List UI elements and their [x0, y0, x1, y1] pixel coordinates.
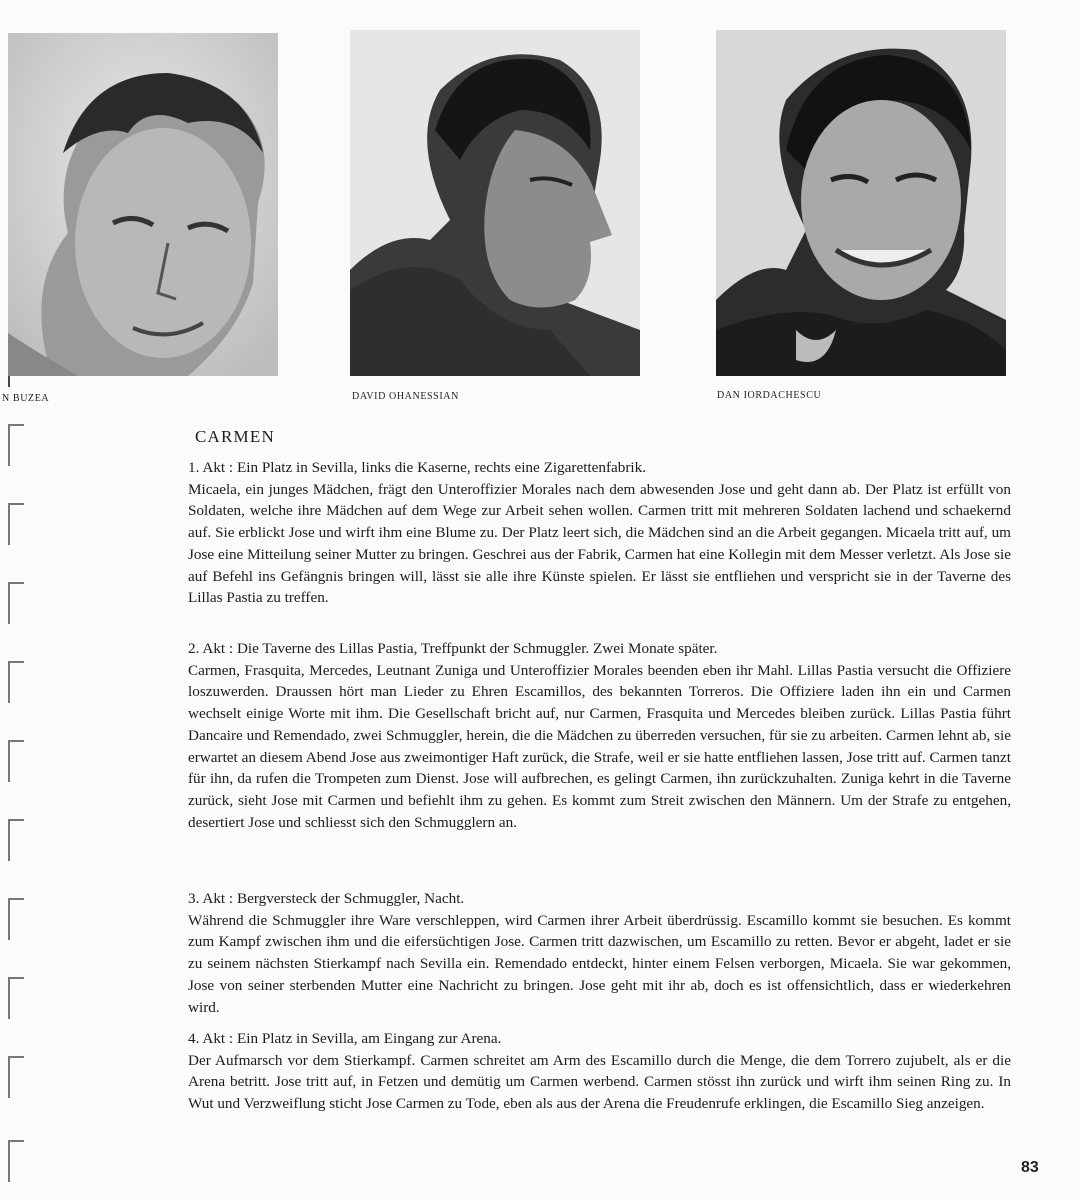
act-heading: 1. Akt : Ein Platz in Sevilla, links die Kaserne, rechts eine Zigarettenfabrik. — [188, 459, 647, 476]
binding-mark — [8, 582, 24, 624]
act-body: Der Aufmarsch vor dem Stierkampf. Carmen schreitet am Arm des Escamillo durch die Menge, die dem Torrero zujubelt, als er die Arena betritt. Jose tritt auf, in Fetzen und demütig um Carmen werbend. Carmen stösst ihn zurück und wirft ihm seinen Ring zu. In Wut und Verzweiflung sticht Jose Carmen zu Tode, eben als aus der Arena die Freudenrufe erklingen, die Escamillo Sieg anzeigen. — [188, 1051, 1011, 1113]
portrait-photo-buzea — [8, 33, 278, 376]
portrait-photo-iordachescu — [716, 30, 1006, 376]
binding-mark — [8, 740, 24, 782]
portrait-icon — [350, 30, 640, 376]
photo-caption: N BUZEA — [2, 393, 50, 404]
act-4 — [188, 1028, 1011, 1115]
page-number: 83 — [1021, 1159, 1039, 1176]
binding-mark — [8, 661, 24, 703]
act-body: Carmen, Frasquita, Mercedes, Leutnant Zuniga und Unteroffizier Morales beenden eben ihr Mahl. Lillas Pastia versucht die Offiziere loszuwerden. Draussen hört man Lieder zu Ehren Escamillos, des bekannten Torreros. Die Offiziere laden ihn ein und Carmen wechselt einige Worte mit ihm. Die Gesellschaft bricht auf, nur Carmen, Frasquita und Mercedes bleiben zurück. Lillas Pastia führt Dancaire und Remendado, zwei Schmuggler, herein, die die Mädchen zu überreden versuchen, für sie zu arbeiten. Carmen lehnt ab, sie erwartet an diesem Abend Jose aus zweimontiger Haft zurück, die Strafe, weil er sie hatte entfliehen lassen, Jose tritt auf. Carmen tanzt für ihn, da rufen die Trompeten zum Dienst. Jose will aufbrechen, es gelingt Carmen, ihn zurückzuhalten. Zuniga kehrt in die Taverne zurück, sieht Jose mit Carmen und befiehlt ihm zu gehen. Es kommt zum Streit zwischen den Männern. Um der Strafe zu entgehen, desertiert Jose und schliesst sich den Schmugglern an. — [188, 661, 1011, 831]
act-3 — [188, 888, 1011, 1018]
binding-mark — [8, 819, 24, 861]
binding-mark — [8, 898, 24, 940]
portrait-photo-ohanessian — [350, 30, 640, 376]
binding-mark — [8, 1140, 24, 1182]
portrait-icon — [716, 30, 1006, 376]
act-body: Während die Schmuggler ihre Ware verschleppen, wird Carmen ihrer Arbeit überdrüssig. Escamillo kommt sie besuchen. Es kommt zum Kampf zwischen ihm und die eifersüchtigen Jose. Carmen tritt dazwischen, um Escamillo zu retten. Bevor er abgeht, ladet er sie zu seinem nächsten Stierkampf nach Sevilla ein. Remendado entdeckt, hinter einem Felsen verborgen, Micaela. Sie war gekommen, Jose von seiner sterbenden Mutter eine Nachricht zu bringen. Jose geht mit ihr ab, doch es ist offensichtlich, dass er wiederkehren wird. — [188, 911, 1011, 1016]
act-body: Micaela, ein junges Mädchen, frägt den Unteroffizier Morales nach dem abwesenden Jose und geht dann ab. Der Platz ist erfüllt von Soldaten, welche ihre Mädchen auf dem Wege zur Arbeit sehen wollen. Carmen tritt mit mehreren Soldaten lachend und schaekernd auf. Sie erblickt Jose und wirft ihm eine Blume zu. Der Platz leert sich, die Mädchen sind an die Arbeit gegangen. Micaela tritt auf, um Jose eine Mitteilung seiner Mutter zu bringen. Geschrei aus der Fabrik, Carmen hat eine Kollegin mit dem Messer verletzt. Als Jose sie auf Befehl ins Gefängnis bringen will, lässt sie alle ihre Künste spielen. Er lässt sie entfliehen und verspricht sie in der Taverne des Lillas Pastia zu treffen. — [188, 480, 1011, 607]
binding-mark — [8, 424, 24, 466]
synopsis-title: CARMEN — [195, 427, 275, 446]
act-heading: 4. Akt : Ein Platz in Sevilla, am Eingang zur Arena. — [188, 1030, 502, 1047]
portrait-icon — [8, 33, 278, 376]
photo-caption: DAVID OHANESSIAN — [352, 391, 459, 402]
act-heading: 2. Akt : Die Taverne des Lillas Pastia, Treffpunkt der Schmuggler. Zwei Monate später. — [188, 640, 718, 657]
act-1 — [188, 457, 1011, 609]
act-heading: 3. Akt : Bergversteck der Schmuggler, Nacht. — [188, 890, 465, 907]
binding-mark — [8, 503, 24, 545]
photo-caption: DAN IORDACHESCU — [717, 390, 822, 401]
act-2 — [188, 638, 1011, 833]
binding-mark — [8, 1056, 24, 1098]
binding-mark — [8, 977, 24, 1019]
